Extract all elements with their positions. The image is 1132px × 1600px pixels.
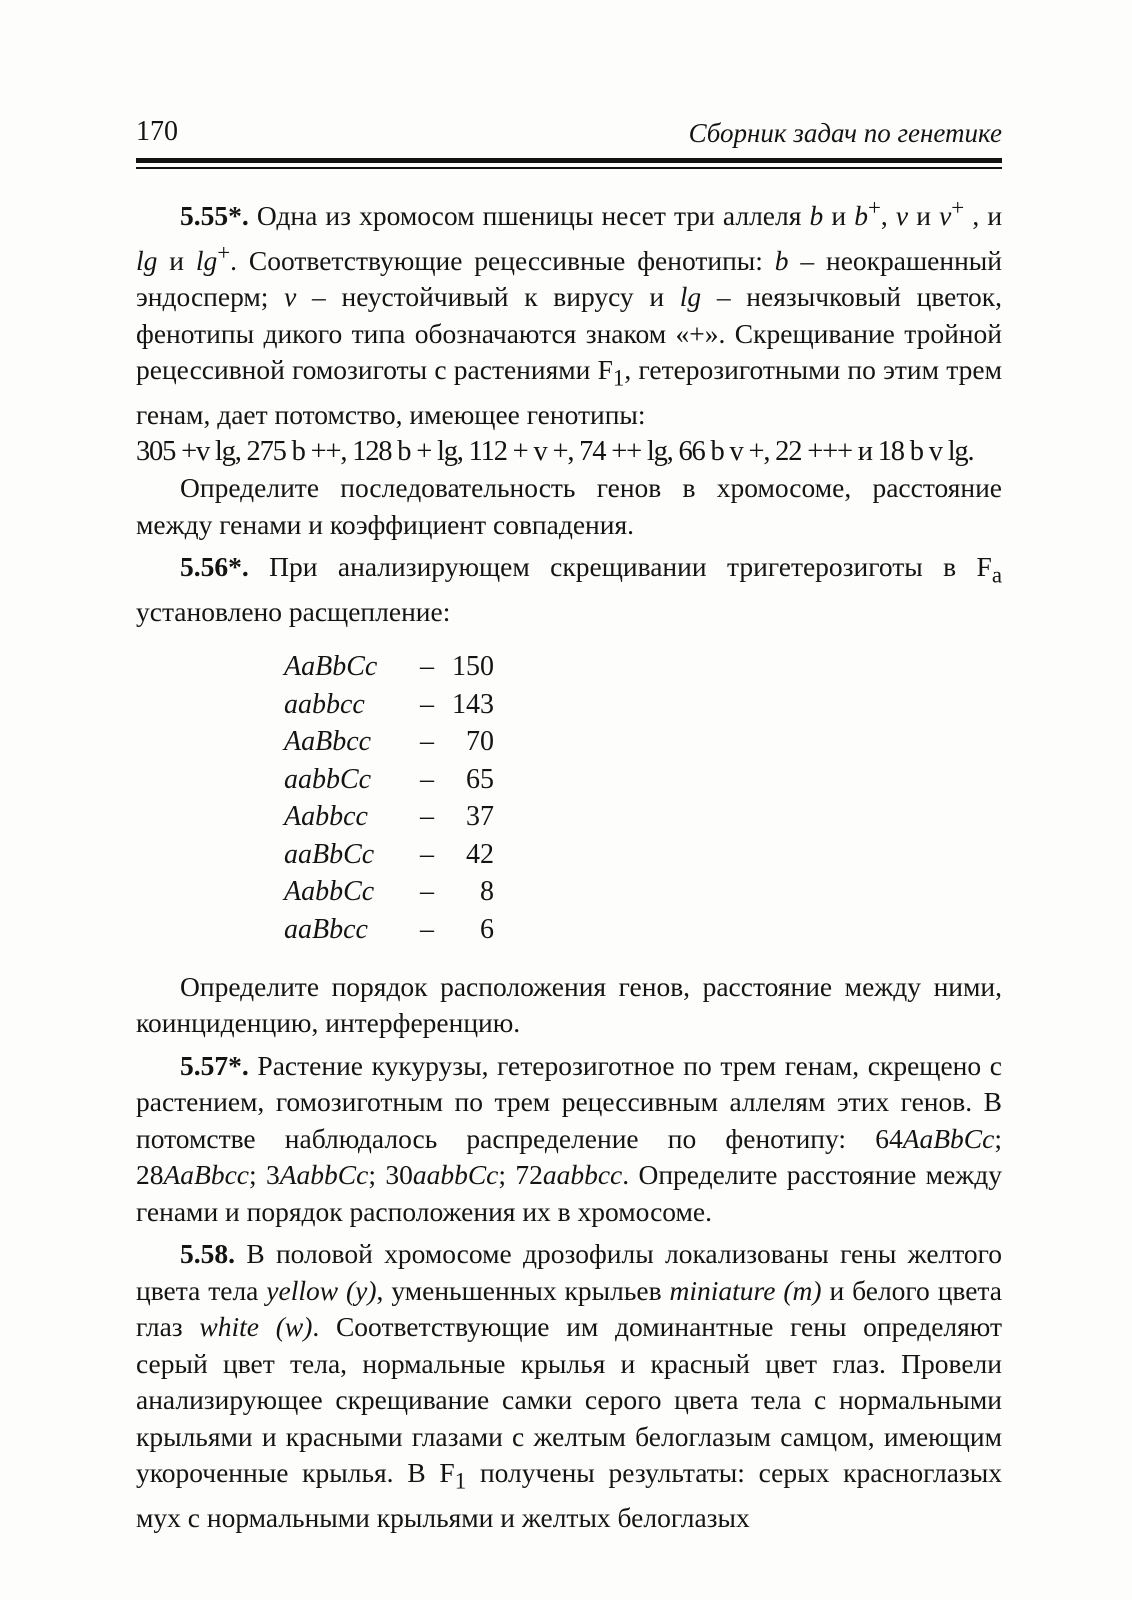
count-cell: 150 (452, 651, 494, 683)
count-cell: 42 (466, 838, 494, 870)
dash-cell: – (420, 838, 434, 870)
page-number: 170 (136, 116, 178, 147)
problem-5-57-text: 5.57*. Растение кукурузы, гетерозиготное по трем генам, скрещено с растением, гомозиготным по трем рецессивным аллелям этих генов. В потомстве наблюдалось распределение по фенотипу: 64AaBbCc; 28AaBbcc; 3AabbCc; 30aabbCc; 72aabbcc. Определите расстояние между генами и порядок расположения их в хромосоме. (136, 1049, 1003, 1227)
segregation-row (284, 836, 494, 874)
header-rule-thin (136, 167, 1002, 169)
dash-cell: – (420, 688, 434, 720)
segregation-table (284, 649, 494, 949)
count-cell: 70 (466, 726, 494, 758)
problem-5-55-text: 5.55*. Одна из хромосом пшеницы несет три аллеля b и b+, v и v+ , и lg и lg+. Соответствующие рецессивные фенотипы: b – неокрашенный эндосперм; v – неустойчивый к вирусу и lg – неязычковый цветок, фенотипы дикого типа обозначаются знаком «+». Скрещивание тройной рецессивной гомозиготы с растениями $F_1$, гетерозиготными по этим трем генам, дает потомство, имеющее генотипы: (136, 195, 1003, 431)
dash-cell: – (420, 801, 434, 833)
count-cell: 143 (452, 688, 494, 720)
body-text (136, 190, 1002, 1537)
genotype-cell: aaBbCc (284, 838, 375, 870)
genotype-formula: 305 +v lg, 275 b ++, 128 b + lg, 112 + v +, 74 ++ lg, 66 b v +, 22 +++ и 18 b v lg. (136, 435, 974, 467)
problem-number: 5.58. (180, 1238, 235, 1270)
genotype-cell: Aabbcc (284, 801, 368, 833)
count-cell: 65 (466, 763, 494, 795)
segregation-row (284, 649, 494, 687)
problem-5-56-question: Определите порядок расположения генов, расстояние между ними, коинциденцию, интерференцию. (136, 970, 1002, 1039)
dash-cell: – (420, 876, 434, 908)
problem-5-58-text: 5.58. В половой хромосоме дрозофилы локализованы гены желтого цвета тела yellow (y), уменьшенных крыльев miniature (m) и белого цвета глаз white (w). Соответствующие им доминантные гены определяют серый цвет тела, нормальные крылья и красный цвет глаз. Провели анализирующее скрещивание самки серого цвета тела с нормальными крыльями и красными глазами с желтым белоглазым самцом, имеющим укороченные крылья. В $F_1$ получены результаты: серых красноглазых мух с нормальными крыльями и желтых белоглазых (136, 1238, 1002, 1534)
segregation-row (284, 874, 494, 912)
segregation-row (284, 686, 494, 724)
count-cell: 6 (480, 913, 494, 945)
genotype-cell: AabbCc (284, 876, 375, 908)
header-rule-thick (136, 158, 1002, 163)
dash-cell: – (420, 651, 434, 683)
dash-cell: – (420, 726, 434, 758)
problem-5-56-text: 5.56*. При анализирующем скрещивании тригетерозиготы в $F_a$ установлено расщепление: (136, 551, 1003, 628)
genotype-cell: aaBbcc (284, 913, 368, 945)
segregation-row (284, 799, 494, 837)
genotype-cell: AaBbcc (284, 726, 372, 758)
genotype-cell: aabbCc (284, 763, 372, 795)
problem-number: 5.56*. (180, 551, 249, 583)
genotype-cell: AaBbCc (284, 651, 378, 683)
problem-number: 5.57*. (180, 1049, 249, 1081)
running-title: Сборник задач по генетике (688, 118, 1002, 148)
count-cell: 37 (466, 801, 494, 833)
genotype-cell: aabbcc (284, 688, 365, 720)
problem-5-55-question: Определите последовательность генов в хромосоме, расстояние между генами и коэффициент совпадения. (136, 472, 1002, 540)
count-cell: 8 (480, 876, 494, 908)
segregation-row (284, 724, 494, 762)
segregation-row (284, 761, 494, 799)
segregation-row (284, 911, 494, 949)
dash-cell: – (420, 763, 434, 795)
page-header (136, 116, 1002, 156)
dash-cell: – (420, 913, 434, 945)
problem-number: 5.55*. (180, 200, 249, 232)
